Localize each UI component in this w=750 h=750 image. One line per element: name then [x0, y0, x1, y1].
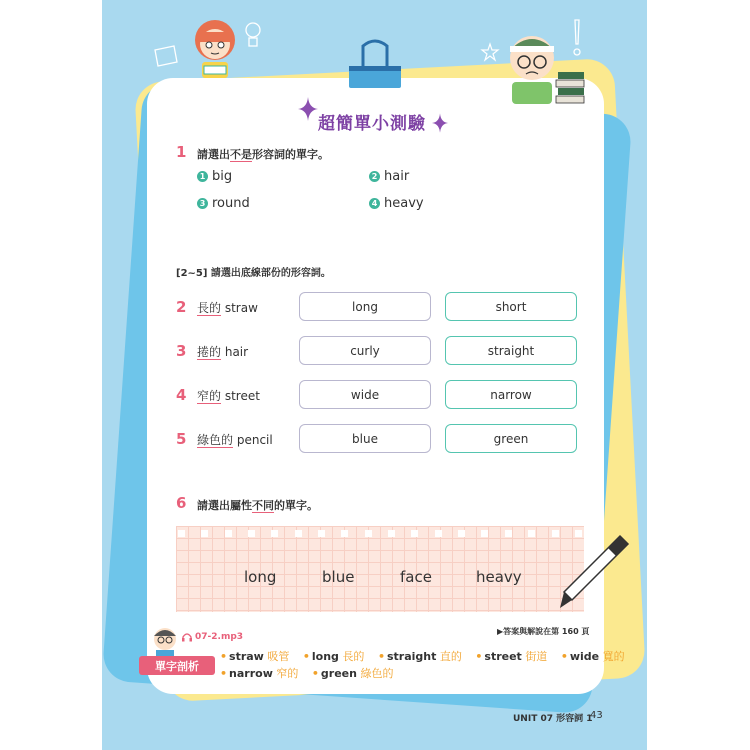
quiz-title: 超簡單小測驗: [318, 114, 426, 134]
pen-icon: [556, 532, 632, 612]
headphones-icon: [182, 632, 192, 642]
choice-narrow[interactable]: narrow: [445, 380, 577, 409]
choice-blue[interactable]: blue: [299, 424, 431, 453]
question-2-phrase: 長的 straw: [197, 301, 258, 315]
sticky-note-doodle-icon: [152, 44, 180, 68]
option-3[interactable]: [197, 196, 250, 211]
option-number-badge: 3: [197, 198, 208, 209]
choice-straight[interactable]: straight: [445, 336, 577, 365]
question-5-number: 5: [176, 430, 187, 448]
question-6-number: 6: [176, 494, 187, 512]
audio-track[interactable]: [182, 632, 243, 642]
question-6-text: 請選出屬性不同的單字。: [197, 499, 318, 512]
option-number-badge: 2: [369, 171, 380, 182]
question-1-number: 1: [176, 143, 187, 161]
word-option-heavy[interactable]: heavy: [476, 568, 522, 586]
choice-green[interactable]: green: [445, 424, 577, 453]
sparkle-icon: [432, 113, 448, 133]
girl-character-illustration: [190, 18, 240, 80]
question-3-number: 3: [176, 342, 187, 360]
option-label: round: [212, 196, 250, 211]
star-doodle-icon: [480, 42, 500, 62]
option-label: heavy: [384, 196, 424, 211]
word-option-long[interactable]: long: [244, 568, 277, 586]
word-option-face[interactable]: face: [400, 568, 432, 586]
unit-footer: UNIT 07 形容詞 1: [513, 714, 593, 724]
option-number-badge: 4: [369, 198, 380, 209]
audio-filename: 07-2.mp3: [195, 632, 244, 642]
lightbulb-doodle-icon: [244, 20, 262, 52]
answer-reference: ▶答案與解說在第 160 頁: [497, 627, 590, 636]
exclamation-doodle-icon: [570, 18, 584, 58]
option-number-badge: 1: [197, 171, 208, 182]
option-label: big: [212, 169, 233, 184]
choice-long[interactable]: long: [299, 292, 431, 321]
question-4-number: 4: [176, 386, 187, 404]
option-1[interactable]: [197, 169, 232, 184]
question-4-phrase: 窄的 street: [197, 389, 260, 403]
question-2-number: 2: [176, 298, 187, 316]
vocab-line-1: • straw 吸管 • long 長的 • straight 直的 • street 街道 • wide 寬的: [220, 650, 625, 663]
option-label: hair: [384, 169, 410, 184]
question-1-text: 請選出不是形容詞的單字。: [197, 148, 329, 161]
choice-wide[interactable]: wide: [299, 380, 431, 409]
teacher-avatar-icon: [148, 624, 182, 658]
sparkle-icon: [298, 97, 318, 121]
section-2-5-instruction: [2~5] 請選出底線部份的形容詞。: [176, 268, 331, 279]
choice-short[interactable]: short: [445, 292, 577, 321]
option-4[interactable]: [369, 196, 424, 211]
word-option-blue[interactable]: blue: [322, 568, 355, 586]
vocab-line-2: • narrow 窄的 • green 綠色的: [220, 667, 394, 680]
page-number: 43: [590, 710, 603, 721]
question-3-phrase: 捲的 hair: [197, 345, 249, 359]
option-2[interactable]: [369, 169, 409, 184]
notepad-binding-tabs: [178, 530, 582, 540]
vocab-badge: 單字剖析: [139, 656, 215, 675]
choice-curly[interactable]: curly: [299, 336, 431, 365]
binder-clip-icon: [345, 38, 405, 94]
question-5-phrase: 綠色的 pencil: [197, 433, 273, 447]
